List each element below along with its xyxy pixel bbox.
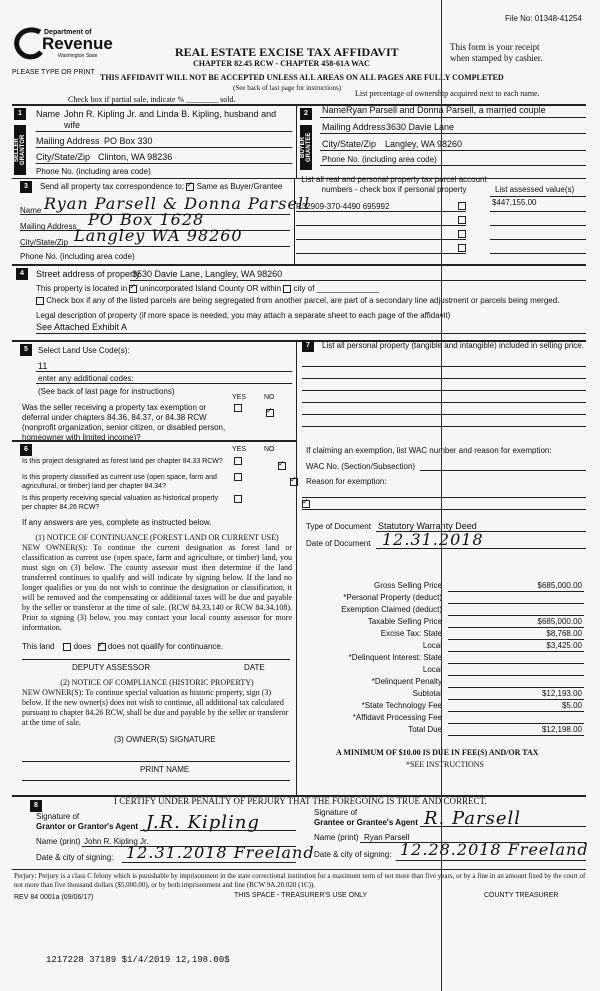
- historic-yes-checkbox[interactable]: [234, 495, 242, 503]
- logo-dept: Department of: [44, 29, 92, 36]
- notice-continuance: (1) NOTICE OF CONTINUANCE (FOREST LAND OR CURRENT USE) NEW OWNER(S): To continue the current designation as forest land or classification as current use (open space, farm and agriculture, or timber) land, you must sign on (3) below. The county assessor must then determine if the land transferred continues to qualify and will indicate by signing below. If the land no longer qualifies or you do not wish to continue the designation or classification, it will be removed and the compensating or additional taxes will be due and payable by the seller or transferor at the time of sale. (RCW 84.33.140 or RCW 84.34.108). Prior to signing (3) below, you may contact your local county assessor for more information.: [22, 533, 292, 632]
- street-address[interactable]: 3530 Davie Lane, Langley, WA 98260: [132, 269, 283, 279]
- section-6-number: 6: [20, 444, 32, 456]
- calc-label: *Delinquent Interest: State: [348, 653, 442, 662]
- calc-label: Gross Selling Price: [373, 581, 442, 590]
- seller-mail[interactable]: PO Box 330: [104, 136, 153, 146]
- buyer-mail-label: Mailing Address: [322, 122, 386, 132]
- buyer-name-label: Name: [322, 105, 347, 115]
- does-checkbox[interactable]: [63, 643, 71, 651]
- notice-compliance: (2) NOTICE OF COMPLIANCE (HISTORIC PROPERTY) NEW OWNER(S): To continue special valuation as historic property, sign (3) below. If the new owner(s) does not wish to continue, all additional tax calculated pursuant to chapter 84.26 RCW, shall be due and payable by the seller or transferor at the time of sale.: [22, 678, 289, 727]
- form-title: REAL ESTATE EXCISE TAX AFFIDAVIT: [175, 45, 399, 59]
- calc-row: [306, 688, 584, 700]
- list-percentage: List percentage of ownership acquired next to each name.: [355, 89, 540, 98]
- section-1-number: 1: [14, 108, 26, 120]
- grantee-sig-label: Signature of Grantee or Grantee's Agent: [314, 808, 418, 827]
- owner-signature[interactable]: (3) OWNER(S) SIGNATURE: [114, 735, 216, 744]
- please-type: PLEASE TYPE OR PRINT: [12, 69, 95, 76]
- grantee-name-label: Name (print): [314, 833, 359, 842]
- correspondence-mail-label: Mailing Address: [20, 222, 77, 231]
- seller-name-line2[interactable]: wife: [64, 120, 81, 130]
- does-not-checkbox[interactable]: [98, 643, 106, 651]
- sec6-no-header: NO: [264, 446, 275, 453]
- reason-label: Reason for exemption:: [306, 477, 387, 486]
- calc-label: Total Due: [408, 725, 442, 734]
- calc-label: Exemption Claimed (deduct): [341, 605, 442, 614]
- forest-yes-checkbox[interactable]: [234, 457, 242, 465]
- calc-value[interactable]: $685,000.00: [537, 581, 582, 590]
- assessed-value[interactable]: $447,155.00: [492, 198, 537, 207]
- grantor-date[interactable]: 12.31.2018 Freeland: [126, 843, 315, 862]
- grantee-name[interactable]: Ryan Parsell: [364, 833, 410, 842]
- tax-calculation: [306, 580, 584, 736]
- if-yes-instruction: If any answers are yes, complete as instructed below.: [22, 518, 212, 527]
- segregated-label: Check box if any of the listed parcels are being segregated from another parcel, are part of a secondary line adjustment or parcels being merged.: [36, 296, 559, 306]
- calc-row: [306, 628, 584, 640]
- calc-value[interactable]: $5.00: [561, 701, 582, 710]
- section-2-number: 2: [300, 108, 312, 120]
- grantor-sig-label: Signature of Grantor or Grantor's Agent: [36, 812, 139, 831]
- calc-row: [306, 700, 584, 712]
- land-use-see-back: (See back of last page for instructions): [38, 387, 175, 396]
- scan-fold-line: [441, 0, 442, 991]
- section-4-number: 4: [16, 268, 28, 280]
- calc-label: Subtotal: [412, 689, 442, 698]
- grantor-name-label: Name (print): [36, 837, 81, 846]
- doc-date[interactable]: 12.31.2018: [382, 530, 484, 549]
- deputy-assessor: DEPUTY ASSESSOR: [72, 663, 151, 672]
- logo-name: Revenue: [42, 34, 113, 53]
- historic-question: Is this property receiving special valuation as historical property per chapter 84.26 RCW?: [22, 495, 219, 511]
- calc-label: *Affidavit Processing Fee: [352, 713, 442, 722]
- calc-row: [306, 616, 584, 628]
- sec6-yes-header: YES: [232, 446, 247, 453]
- logo-state: Washington State: [58, 53, 98, 59]
- personal-property-checkbox-4[interactable]: [458, 244, 466, 252]
- calc-value[interactable]: $685,000.00: [537, 617, 582, 626]
- seller-name-label: Name: [36, 109, 61, 119]
- receipt-note: This form is your receipt when stamped by cashier.: [450, 42, 543, 63]
- historic-no-checkbox[interactable]: [302, 500, 310, 508]
- calc-row: [306, 652, 584, 664]
- grantor-date-label: Date & city of signing:: [36, 853, 114, 862]
- treasurer-stamp: 1217228 37189 $1/4/2019 12,198.00$: [46, 955, 230, 965]
- personal-property-checkbox-2[interactable]: [458, 216, 466, 224]
- correspondence-city-label: City/State/Zip: [20, 238, 69, 247]
- sec5-yes-header: YES: [232, 394, 247, 401]
- warning: THIS AFFIDAVIT WILL NOT BE ACCEPTED UNLESS ALL AREAS ON ALL PAGES ARE FULLY COMPLETED: [100, 73, 504, 82]
- unincorporated-checkbox[interactable]: [129, 285, 137, 293]
- doc-date-label: Date of Document: [306, 539, 371, 548]
- street-address-label: Street address of property: [36, 269, 141, 279]
- property-location: This property is located in ✓ unincorporated Island County OR within city of ______________: [36, 284, 379, 294]
- seller-mail-label: Mailing Address: [36, 136, 100, 146]
- calc-row: [306, 664, 584, 676]
- calc-row: [306, 640, 584, 652]
- correspondence-city[interactable]: Langley WA 98260: [74, 226, 243, 245]
- calc-row: [306, 712, 584, 724]
- seller-city[interactable]: Clinton, WA 98236: [98, 152, 173, 162]
- minimum-due: A MINIMUM OF $10.00 IS DUE IN FEE(S) AND/OR TAX: [336, 748, 539, 757]
- buyer-side-label: BUYER GRANTEE: [300, 125, 312, 170]
- calc-label: Local: [422, 641, 442, 650]
- forest-question: Is this project designated as forest land per chapter 84.33 RCW?: [22, 458, 223, 465]
- seller-city-label: City/State/Zip: [36, 152, 91, 162]
- legal-description[interactable]: See Attached Exhibit A: [36, 322, 128, 332]
- form-revision: REV 84 0001a (09/06/17): [14, 894, 94, 901]
- same-as-buyer-checkbox[interactable]: [186, 183, 194, 191]
- grantee-signature[interactable]: R. Parsell: [424, 808, 522, 829]
- revenue-logo-icon: [14, 26, 44, 60]
- correspondence-mail[interactable]: PO Box 1628: [88, 210, 205, 229]
- calc-label: *State Technology Fee: [361, 701, 442, 710]
- doc-type-label: Type of Document: [306, 522, 371, 531]
- current-use-question: Is this property classified as current use (open space, farm and agricultural, or timber) land per chapter 84.34?: [22, 474, 217, 490]
- calc-label: Taxable Selling Price: [367, 617, 442, 626]
- land-use-label: Select Land Use Code(s):: [38, 346, 130, 355]
- file-number: File No: 01348-41254: [505, 14, 582, 23]
- exemption-question: Was the seller receiving a property tax exemption or deferral under chapters 84.36, 84.37, or 84.38 RCW (nonprofit organization, senior citizen, or disabled person, homeowner with limited income)?: [22, 403, 226, 442]
- buyer-name[interactable]: Ryan Parsell and Donna Parsell, a married couple: [346, 105, 546, 115]
- buyer-mail[interactable]: 3630 Davie Lane: [386, 122, 455, 132]
- certify-statement: I CERTIFY UNDER PENALTY OF PERJURY THAT THE FOREGOING IS TRUE AND CORRECT.: [114, 796, 487, 806]
- see-instructions: *SEE INSTRUCTIONS: [406, 760, 485, 769]
- grantor-name[interactable]: John R. Kipling Jr.: [84, 837, 149, 846]
- print-name[interactable]: PRINT NAME: [140, 765, 190, 774]
- section-5-number: 5: [20, 344, 32, 356]
- sec5-yes-checkbox[interactable]: [234, 404, 242, 412]
- calc-value[interactable]: $12,198.00: [541, 725, 582, 734]
- calc-label: *Delinquent Penalty: [371, 677, 442, 686]
- doc-type[interactable]: Statutory Warranty Deed: [378, 521, 477, 531]
- section-3-number: 3: [20, 181, 32, 193]
- wac-number-label: WAC No. (Section/Subsection): [306, 462, 416, 471]
- correspondence-phone-label[interactable]: Phone No. (including area code): [20, 252, 135, 261]
- seller-phone-label[interactable]: Phone No. (including area code): [36, 167, 151, 176]
- parcel-header: List all real and personal property tax parcel account numbers - check box if personal property: [301, 175, 487, 194]
- calc-label: Local: [422, 665, 442, 674]
- grantee-date[interactable]: 12.28.2018 Freeland: [400, 840, 589, 859]
- form-subtitle: CHAPTER 82.45 RCW - CHAPTER 458-61A WAC: [193, 59, 370, 68]
- additional-codes-label: enter any additional codes:: [38, 374, 134, 383]
- section-8-number: 8: [30, 800, 42, 812]
- seller-side-label: SELLER GRANTOR: [14, 125, 26, 175]
- treasurer-space: THIS SPACE - TREASURER'S USE ONLY: [234, 892, 368, 899]
- calc-value[interactable]: $12,193.00: [541, 689, 582, 698]
- segregated-checkbox[interactable]: [36, 297, 44, 305]
- grantor-signature[interactable]: J.R. Kipling: [146, 812, 260, 833]
- calc-row: [306, 592, 584, 604]
- calc-label: *Personal Property (deduct): [343, 593, 442, 602]
- calc-row: [306, 676, 584, 688]
- section-7-number: 7: [302, 340, 314, 352]
- county-treasurer: COUNTY TREASURER: [484, 892, 559, 899]
- land-use-code[interactable]: 11: [38, 361, 48, 371]
- perjury-notice: Perjury: Perjury is a class C felony which is punishable by imprisonment in the state correctional institution for a maximum term of not more than five years, or by a fine in an amount fixed by the court of not more than five thousand dollars ($5,000.00), or by both imprisonment and fine (RCW 9A.20.020 (1C)).: [14, 872, 586, 889]
- calc-value[interactable]: $3,425.00: [546, 641, 582, 650]
- assessed-header: List assessed value(s): [495, 185, 575, 194]
- calc-label: Excise Tax: State: [380, 629, 442, 638]
- personal-property-checkbox-1[interactable]: [458, 202, 466, 210]
- personal-property-label: List all personal property (tangible and intangible) included in selling price.: [322, 341, 584, 350]
- see-back: (See back of last page for instructions): [233, 84, 342, 92]
- correspondence-name[interactable]: Ryan Parsell & Donna Parsell: [44, 194, 311, 213]
- parcel-number[interactable]: R32909-370-4490 695992: [296, 202, 390, 211]
- partial-sale-label: Check box if partial sale, indicate % ________ sold.: [68, 95, 236, 104]
- current-use-yes-checkbox[interactable]: [234, 473, 242, 481]
- buyer-phone-label[interactable]: Phone No. (including area code): [322, 155, 437, 164]
- grantee-date-label: Date & city of signing:: [314, 850, 392, 859]
- legal-description-label: Legal description of property (if more space is needed, you may attach a separate sheet to each page of the affidavit): [36, 311, 451, 320]
- calc-row: [306, 604, 584, 616]
- buyer-city[interactable]: Langley, WA 98260: [385, 139, 463, 149]
- deputy-date: DATE: [244, 663, 265, 672]
- exemption-wac-label: If claiming an exemption, list WAC number and reason for exemption:: [306, 446, 552, 455]
- land-qualify: This land does ✓ does not qualify for continuance.: [22, 642, 223, 652]
- sec5-no-checkbox[interactable]: [266, 409, 274, 417]
- buyer-city-label: City/State/Zip: [322, 139, 377, 149]
- personal-property-checkbox-3[interactable]: [458, 230, 466, 238]
- seller-name[interactable]: John R. Kipling Jr. and Linda B. Kipling, husband and: [64, 109, 277, 119]
- city-checkbox[interactable]: [283, 285, 291, 293]
- sec5-no-header: NO: [264, 394, 275, 401]
- calc-row: [306, 724, 584, 736]
- correspondence-name-label: Name: [20, 206, 42, 215]
- calc-value[interactable]: $8,768.00: [546, 629, 582, 638]
- forest-no-checkbox[interactable]: [278, 462, 286, 470]
- calc-row: [306, 580, 584, 592]
- send-correspondence: Send all property tax correspondence to: ✓ Same as Buyer/Grantee: [40, 182, 282, 192]
